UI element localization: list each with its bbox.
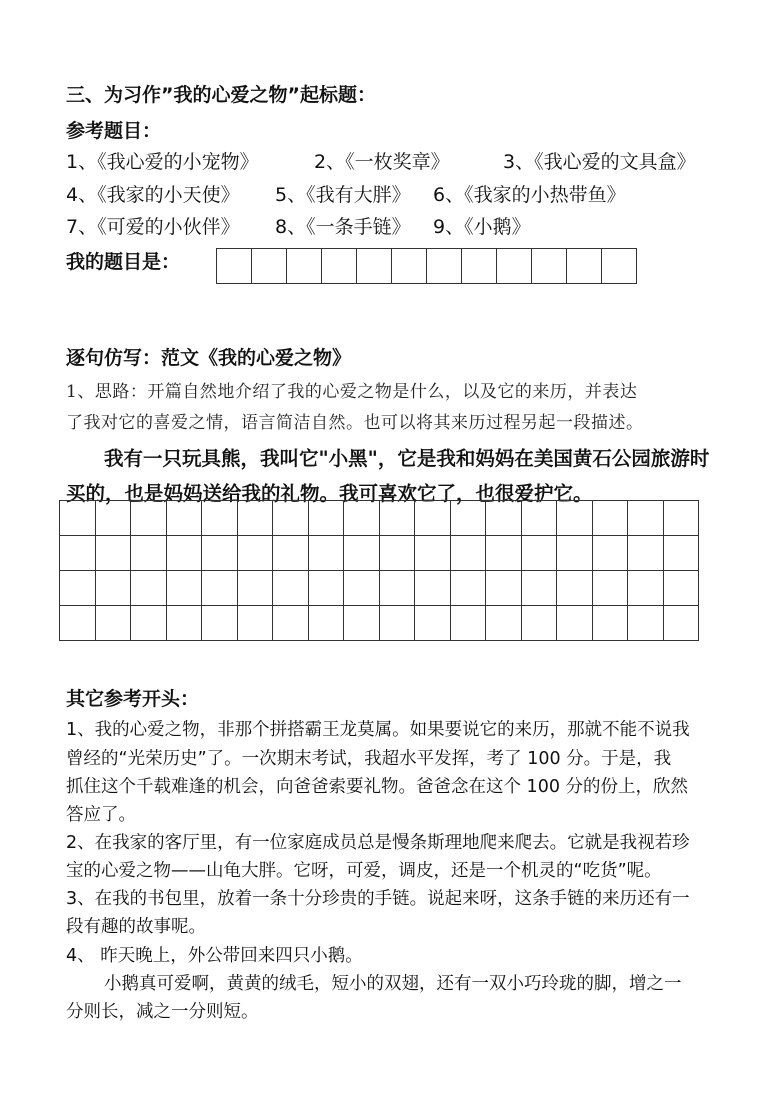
- topic-title: 《我心爱的文具盒》: [534, 151, 696, 173]
- writing-cell[interactable]: [60, 606, 96, 641]
- writing-cell[interactable]: [486, 536, 522, 571]
- writing-cell[interactable]: [166, 536, 202, 571]
- writing-cell[interactable]: [95, 571, 131, 606]
- writing-cell[interactable]: [450, 571, 486, 606]
- title-box[interactable]: [462, 249, 497, 284]
- topic-item: [66, 180, 240, 207]
- topic-number: 6、: [433, 184, 465, 206]
- paragraph-line: 小鹅真可爱啊，黄黄的绒毛，短小的双翅，还有一双小巧玲珑的脚，增之一: [104, 974, 682, 994]
- title-box[interactable]: [427, 249, 462, 284]
- topic-title: 《可爱的小伙伴》: [97, 216, 240, 238]
- paragraph-line: 段有趣的故事呢。: [66, 917, 206, 937]
- writing-cell[interactable]: [166, 571, 202, 606]
- writing-cell[interactable]: [486, 606, 522, 641]
- writing-cell[interactable]: [628, 501, 664, 536]
- writing-cell[interactable]: [308, 606, 344, 641]
- topic-item: [275, 212, 411, 239]
- paragraph-line: 4、 昨天晚上，外公带回来四只小鹅。: [66, 946, 363, 966]
- title-box[interactable]: [532, 249, 567, 284]
- writing-cell[interactable]: [521, 571, 557, 606]
- writing-cell[interactable]: [60, 501, 96, 536]
- my-title-label: 我的题目是：: [66, 251, 181, 273]
- topic-number: 5、: [275, 184, 307, 206]
- writing-grid-row: [60, 536, 699, 571]
- title-box[interactable]: [287, 249, 322, 284]
- writing-cell[interactable]: [379, 571, 415, 606]
- topic-title: 《我家的小天使》: [97, 184, 240, 206]
- writing-cell[interactable]: [557, 606, 593, 641]
- paragraph-line: 抓住这个千载难逢的机会，向爸爸索要礼物。爸爸念在这个 100 分的份上，欣然: [66, 777, 689, 797]
- writing-cell[interactable]: [628, 606, 664, 641]
- paragraph-line: 曾经的“光荣历史”了。一次期末考试，我超水平发挥，考了 100 分。于是，我: [66, 749, 672, 769]
- writing-cell[interactable]: [663, 501, 699, 536]
- writing-cell[interactable]: [237, 606, 273, 641]
- topic-item: [314, 147, 450, 174]
- writing-grid-row: [60, 501, 699, 536]
- topic-number: 3、: [503, 151, 535, 173]
- topic-item: [275, 180, 411, 207]
- title-box[interactable]: [567, 249, 602, 284]
- other-openings-heading: 其它参考开头：: [66, 688, 200, 710]
- writing-cell[interactable]: [273, 571, 309, 606]
- title-box[interactable]: [322, 249, 357, 284]
- writing-cell[interactable]: [486, 501, 522, 536]
- writing-cell[interactable]: [450, 501, 486, 536]
- writing-cell[interactable]: [344, 536, 380, 571]
- writing-cell[interactable]: [344, 606, 380, 641]
- writing-cell[interactable]: [592, 536, 628, 571]
- writing-cell[interactable]: [557, 501, 593, 536]
- writing-cell[interactable]: [131, 606, 167, 641]
- writing-cell[interactable]: [202, 501, 238, 536]
- topic-title: 《一条手链》: [306, 216, 411, 238]
- writing-cell[interactable]: [202, 606, 238, 641]
- writing-cell[interactable]: [521, 536, 557, 571]
- writing-cell[interactable]: [202, 536, 238, 571]
- writing-cell[interactable]: [273, 501, 309, 536]
- writing-cell[interactable]: [237, 501, 273, 536]
- writing-cell[interactable]: [663, 571, 699, 606]
- topic-item: [433, 180, 626, 207]
- imitation-heading: 逐句仿写：范文《我的心爱之物》: [66, 347, 352, 369]
- writing-cell[interactable]: [415, 606, 451, 641]
- topic-title: 《小鹅》: [464, 216, 531, 238]
- writing-cell[interactable]: [592, 606, 628, 641]
- writing-cell[interactable]: [131, 536, 167, 571]
- writing-cell[interactable]: [344, 501, 380, 536]
- writing-cell[interactable]: [415, 571, 451, 606]
- writing-cell[interactable]: [450, 606, 486, 641]
- writing-cell[interactable]: [557, 536, 593, 571]
- topic-title: 《我心爱的小宠物》: [97, 151, 259, 173]
- writing-grid[interactable]: [59, 500, 699, 641]
- topic-number: 7、: [66, 216, 98, 238]
- writing-cell[interactable]: [592, 501, 628, 536]
- writing-cell[interactable]: [237, 571, 273, 606]
- writing-cell[interactable]: [486, 571, 522, 606]
- paragraph-line: 答应了。: [66, 805, 136, 825]
- writing-cell[interactable]: [415, 501, 451, 536]
- writing-cell[interactable]: [95, 536, 131, 571]
- writing-cell[interactable]: [592, 571, 628, 606]
- writing-cell[interactable]: [450, 536, 486, 571]
- title-box[interactable]: [217, 249, 252, 284]
- topic-number: 4、: [66, 184, 98, 206]
- writing-cell[interactable]: [166, 606, 202, 641]
- title-box[interactable]: [357, 249, 392, 284]
- section-heading: 三、为习作”我的心爱之物”起标题：: [66, 84, 376, 106]
- topic-number: 1、: [66, 151, 98, 173]
- topic-title: 《一枚奖章》: [345, 151, 450, 173]
- writing-cell[interactable]: [344, 571, 380, 606]
- writing-cell[interactable]: [521, 501, 557, 536]
- writing-cell[interactable]: [521, 606, 557, 641]
- paragraph-line: 2、在我家的客厅里，有一位家庭成员总是慢条斯理地爬来爬去。它就是我视若珍: [66, 833, 690, 853]
- reference-topics-label: 参考题目：: [66, 120, 162, 142]
- writing-cell[interactable]: [415, 536, 451, 571]
- writing-cell[interactable]: [308, 501, 344, 536]
- topic-item: [66, 212, 240, 239]
- topic-item: [433, 212, 531, 239]
- topic-number: 2、: [314, 151, 346, 173]
- writing-cell[interactable]: [95, 501, 131, 536]
- writing-grid-row: [60, 606, 699, 641]
- paragraph-line: 宝的心爱之物——山龟大胖。它呀，可爱，调皮，还是一个机灵的“吃货”呢。: [66, 861, 662, 881]
- paragraph-line: 1、我的心爱之物，非那个拼搭霸王龙莫属。如果要说它的来历，那就不能不说我: [66, 720, 690, 740]
- my-title-boxes[interactable]: [216, 248, 637, 284]
- writing-cell[interactable]: [273, 536, 309, 571]
- topic-title: 《我家的小热带鱼》: [464, 184, 626, 206]
- title-box[interactable]: [392, 249, 427, 284]
- writing-cell[interactable]: [60, 571, 96, 606]
- topic-number: 8、: [275, 216, 307, 238]
- title-box[interactable]: [497, 249, 532, 284]
- writing-cell[interactable]: [628, 571, 664, 606]
- writing-cell[interactable]: [131, 571, 167, 606]
- writing-cell[interactable]: [273, 606, 309, 641]
- writing-grid-row: [60, 571, 699, 606]
- title-box[interactable]: [252, 249, 287, 284]
- writing-cell[interactable]: [131, 501, 167, 536]
- topic-item: [503, 147, 696, 174]
- model-text-line: 买的，也是妈妈送给我的礼物。我可喜欢它了，也很爱护它。: [66, 482, 593, 505]
- writing-cell[interactable]: [379, 606, 415, 641]
- writing-cell[interactable]: [628, 536, 664, 571]
- model-text-line: 我有一只玩具熊，我叫它"小黑"，它是我和妈妈在美国黄石公园旅游时: [104, 447, 710, 470]
- paragraph-line: 分则长，减之一分则短。: [66, 1002, 259, 1022]
- topic-title: 《我有大胖》: [306, 184, 411, 206]
- writing-cell[interactable]: [663, 606, 699, 641]
- topic-number: 9、: [433, 216, 465, 238]
- writing-cell[interactable]: [95, 606, 131, 641]
- topic-item: [66, 147, 259, 174]
- title-box[interactable]: [602, 249, 637, 284]
- idea-line: 1、思路：开篇自然地介绍了我的心爱之物是什么，以及它的来历，并表达: [66, 382, 638, 402]
- writing-cell[interactable]: [237, 536, 273, 571]
- paragraph-line: 3、在我的书包里，放着一条十分珍贵的手链。说起来呀，这条手链的来历还有一: [66, 889, 690, 909]
- writing-cell[interactable]: [166, 501, 202, 536]
- writing-cell[interactable]: [557, 571, 593, 606]
- writing-cell[interactable]: [663, 536, 699, 571]
- writing-cell[interactable]: [202, 571, 238, 606]
- writing-cell[interactable]: [379, 536, 415, 571]
- writing-cell[interactable]: [308, 536, 344, 571]
- writing-cell[interactable]: [60, 536, 96, 571]
- title-box-row: [217, 249, 637, 284]
- writing-cell[interactable]: [379, 501, 415, 536]
- writing-cell[interactable]: [308, 571, 344, 606]
- idea-line: 了我对它的喜爱之情，语言简洁自然。也可以将其来历过程另起一段描述。: [66, 413, 644, 433]
